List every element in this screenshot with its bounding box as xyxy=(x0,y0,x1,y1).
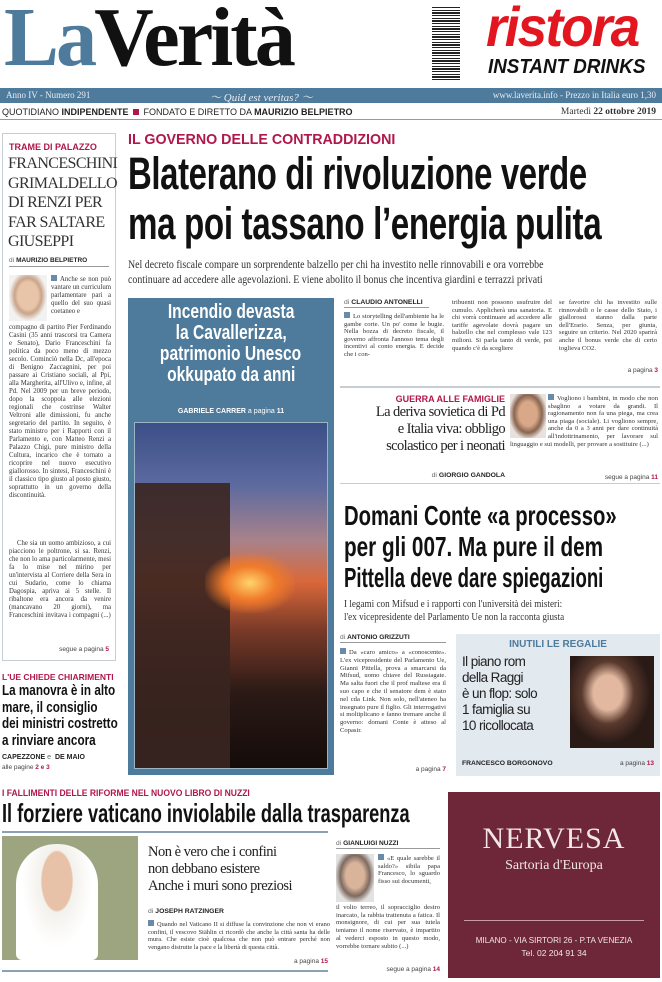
fire-author: GABRIELE CARRER xyxy=(177,408,246,415)
family-story[interactable] xyxy=(340,386,660,484)
ue-title-line: La manovra è in alto xyxy=(2,682,116,699)
ad-tagline: INSTANT DRINKS xyxy=(488,56,646,78)
fire-photo xyxy=(134,422,328,769)
byline-prefix: di xyxy=(148,908,154,915)
nuzzi-byline xyxy=(336,840,440,849)
vatican-kicker: I FALLIMENTI DELLE RIFORME NEL NUOVO LIBRO DI NUZZI xyxy=(2,788,250,799)
continue-page: 7 xyxy=(442,766,446,773)
nervesa-tagline: Sartoria d'Europa xyxy=(505,858,603,873)
fire-title xyxy=(128,302,334,386)
subbar-text-2: INDIPENDENTE xyxy=(61,107,129,117)
date-weekday: Martedì xyxy=(560,107,594,117)
fire-title-line: Incendio devasta xyxy=(167,301,295,323)
editorial-title-line: GRIMALDELLO xyxy=(8,174,117,192)
editorial-title xyxy=(8,154,117,252)
conte-title-line-3: Pittella deve dare spiegazioni xyxy=(344,562,604,593)
grizzuti-body xyxy=(340,648,446,735)
ratzinger-body xyxy=(148,920,330,951)
family-kicker: GUERRA ALLE FAMIGLIE xyxy=(395,394,505,404)
byline-name: MAURIZIO BELPIETRO xyxy=(16,257,88,264)
photo-spacer xyxy=(510,394,548,438)
ue-kicker: L'UE CHIEDE CHIARIMENTI xyxy=(2,672,114,682)
bullet-icon xyxy=(548,394,554,400)
continue-text: segue a pagina xyxy=(604,474,652,481)
bullet-icon xyxy=(51,275,57,281)
nuzzi-continue[interactable] xyxy=(362,966,440,973)
raggi-title-line: 1 famiglia su xyxy=(462,702,530,717)
fire-glow xyxy=(205,553,295,613)
byline-name: ANTONIO GRIZZUTI xyxy=(347,634,410,641)
nervesa-divider xyxy=(464,920,644,921)
nervesa-brand: NERVESA xyxy=(482,822,626,855)
ad-brand: ristora xyxy=(486,0,639,58)
masthead xyxy=(0,0,662,88)
bullet-icon xyxy=(378,854,384,860)
author-1: CAPEZZONE xyxy=(2,754,46,761)
ristora-ad[interactable] xyxy=(484,0,660,82)
raggi-title-line: Il piano rom xyxy=(462,654,526,669)
family-title-line: La deriva sovietica di Pd xyxy=(375,404,505,420)
subbar-text-3: FONDATO E DIRETTO DA xyxy=(141,107,255,117)
continue-text: segue a pagina xyxy=(59,646,106,653)
fire-page-text: a pagina xyxy=(245,408,277,415)
ue-title-line: mare, il consiglio xyxy=(2,698,98,716)
author-2: DE MAIO xyxy=(54,754,85,761)
ratzinger-continue[interactable] xyxy=(272,958,328,965)
fire-title-line: la Cavallerizza, xyxy=(175,322,287,344)
ue-title xyxy=(2,683,120,749)
byline-prefix: di xyxy=(9,257,15,264)
ratzinger-byline xyxy=(148,908,224,915)
sub-bar xyxy=(0,104,662,120)
date-value: 22 ottobre 2019 xyxy=(593,107,656,117)
byline-prefix: di xyxy=(336,840,342,847)
editorial-body: compagno di partito Pier Ferdinando Casini (35 anni trascorsi tra Camera e Senato), Dario Franceschini fa politica da poco meno di mezzo secolo. Cominciò nella Dc, all'epoca di Benigno Zaccagnini, per poi passare ai Cristiano sociali, al Ppi, alla Margherita, all'Ulivo e, infine, al Pd. Nel 2009 per un breve periodo, dopo la scoppola alle elezioni regionali che costrinse Walter Veltroni alle dimissioni, fu anche segretario del partito. In seguito, è stato ministro per i Rapporti con il Parlamento e, con Matteo Renzi a Palazzo Chigi, pure ministro della Cultura, incarico che è tornato a ricoprire nel nuovo esecutivo giallorosso. In sintesi, Franceschini è il classico tipo giusto al posto giusto, soprattutto in un governo della discontinuità. xyxy=(9,324,111,499)
antonelli-byline xyxy=(344,299,429,308)
raggi-photo xyxy=(570,656,654,748)
subbar-text-4: MAURIZIO BELPIETRO xyxy=(254,107,353,117)
motto-text: Quid est veritas? xyxy=(223,92,299,104)
antonelli-col-2: tribuenti non possono usufruire del cumulo. Applicherà una sanatoria. E chi vorrà continuare ad accedere alle tariffe agevolate dovrà pagare un balzello che nel complesso vale 123 milioni. Si parla tanto di verde, poi quando c'è da scegliere xyxy=(452,299,552,352)
body-text: Quando nel Vaticano II si diffuse la convinzione che non vi erano confini, il vescovo Stählin ci ricordò che anche la città santa ha delle mura. Che esiste cioè qualcosa che non può entrare perché non vengano distrutte la pace e la libertà di questa città. xyxy=(148,921,330,951)
nuzzi-lead xyxy=(378,854,440,886)
lead-kicker: IL GOVERNO DELLE CONTRADDIZIONI xyxy=(128,131,396,148)
lead-text: «E quale sarebbe il saldo?» sibila papa Francesco, lo sguardo fisso sui documenti, xyxy=(378,855,440,886)
pages-text: alle pagine xyxy=(2,764,36,771)
fire-page-value: 11 xyxy=(276,408,285,415)
subbar-text-1: QUOTIDIANO xyxy=(2,107,62,117)
page-text: a pagina xyxy=(620,760,647,767)
divider xyxy=(2,831,328,833)
byline-name: CLAUDIO ANTONELLI xyxy=(351,299,423,306)
pope-figure xyxy=(16,844,98,960)
conte-title-line-1: Domani Conte «a processo» xyxy=(344,500,617,531)
editorial-title-line: DI RENZI PER xyxy=(8,194,103,211)
editorial-title-line: FRANCESCHINI xyxy=(8,155,118,172)
antonelli-continue[interactable] xyxy=(628,367,658,374)
editorial-lead xyxy=(51,275,111,316)
deck-line: I legami con Mifsud e i rapporti con l'università dei misteri: xyxy=(344,598,563,610)
nervesa-ad[interactable] xyxy=(448,792,660,978)
fire-title-line: okkupato da anni xyxy=(166,364,296,386)
pages-value: 2 e 3 xyxy=(35,764,50,771)
body-text: Vogliono i bambini, in modo che non sbaglino a votare da grandi. Il ragionamento non fa una piega, ma crea una piaga (sociale). Li vogliono sempre, anche da 0 a 3 anni per dare continuità all'indottrinamento, per lavorare sul linguaggio e sui modelli, per provare a sostituire (...) xyxy=(510,395,658,448)
antonelli-article[interactable] xyxy=(340,297,660,379)
body-text: Da «caro amico» a «conoscente». L'ex vicepresidente del Parlamento Ue, Gianni Pittella, prova a smarcarsi da Mifsud, uomo chiave del Russiagate. Ma salta fuori che il prof maltese era il suo capo e che il senatore dem è stato nel cda Link. Non solo, nell'ateneo ha insegnato pure il figlio. Gli interrogativi si moltiplicano e fanno tremare anche il governo: domani Conte è atteso al Copasir. xyxy=(340,649,446,734)
continue-text: segue a pagina xyxy=(386,966,433,973)
continue-page: 14 xyxy=(432,966,440,973)
lead-title-line-1: Blaterano di rivoluzione verde xyxy=(128,148,587,199)
continue-page: 11 xyxy=(651,474,658,481)
building-shape xyxy=(135,483,230,769)
page-value: 13 xyxy=(646,760,654,767)
divider xyxy=(2,970,328,972)
bullet-icon xyxy=(340,648,346,654)
author-sep: e xyxy=(45,754,53,761)
byline-prefix: di xyxy=(344,299,350,306)
vatican-story[interactable] xyxy=(2,786,442,982)
continue-text: a pagina xyxy=(294,958,321,965)
lead-deck xyxy=(128,258,543,288)
nervesa-phone: Tel. 02 204 91 34 xyxy=(521,948,587,958)
editorial-kicker: TRAME DI PALAZZO xyxy=(9,142,97,152)
antonelli-col-1 xyxy=(344,312,444,359)
editorial-title-line: FAR SALTARE xyxy=(8,213,105,231)
continue-page: 5 xyxy=(105,646,109,653)
vatican-title: Il forziere vaticano inviolabile dalla trasparenza xyxy=(2,798,410,828)
barcode-icon xyxy=(432,6,460,80)
ue-title-line: dei ministri costretto xyxy=(2,715,118,732)
lead-story[interactable] xyxy=(128,128,660,288)
byline-name: JOSEPH RATZINGER xyxy=(155,908,224,915)
deck-line: continuare ad accedere alle agevolazioni. E viene abolito il bonus che incentiva giardini e terrazzi privati xyxy=(128,274,543,286)
byline-prefix: di xyxy=(340,634,346,641)
motto: 〜 Quid est veritas? 〜 xyxy=(210,92,313,104)
fire-story[interactable] xyxy=(128,298,334,775)
issue-number: Anno IV - Numero 291 xyxy=(6,90,91,100)
newspaper-logo[interactable] xyxy=(4,0,293,84)
nuzzi-photo xyxy=(336,854,374,902)
nuzzi-body: il volto terreo, il sopracciglio destro inarcato, la rabbia trattenuta a fatica. Il monsignore, di cui per sua tutela teniamo il nome riservato, è impartito al vederci esposto in questo modo, vorrebbe tornare subito (...) xyxy=(336,904,440,950)
fire-byline xyxy=(128,408,334,415)
family-continue[interactable] xyxy=(605,474,658,481)
square-bullet-icon xyxy=(133,109,139,115)
family-title-line: scolastico per i neonati xyxy=(386,438,505,454)
belpietro-photo xyxy=(9,275,47,321)
antonelli-col-3: se favorire chi ha investito sulle rinnovabili o le casse dello Stato, i giallorossi stanno dalla parte dell'Erario. Senza, per giunta, seguire un criterio. Nel 2020 sparirà anche il bonus verde che di certo toglieva CO2. xyxy=(559,299,657,352)
col-text: Lo storytelling dell'ambiente ha le gambe corte. Un po' come le bugie. Nella bozza di decreto fiscale, il governo affronta l'annoso tema degli incentivi al conto energia. E decide che i con- xyxy=(344,313,444,358)
raggi-title xyxy=(462,654,537,734)
ratzinger-title-line: Anche i muri sono preziosi xyxy=(148,878,293,894)
ue-authors xyxy=(2,754,85,761)
grizzuti-continue[interactable] xyxy=(416,766,446,773)
issue-bar xyxy=(0,88,662,103)
ratzinger-title xyxy=(148,844,292,895)
raggi-page[interactable] xyxy=(620,760,654,767)
lead-text: Anche se non può vantare un curriculum parlamentare pari a quello del suo quasi coetaneo e xyxy=(51,276,112,315)
lead-title-line-2: ma poi tassano l’energia pulita xyxy=(128,198,602,249)
editorial-title-line: GIUSEPPI xyxy=(8,233,74,250)
fire-title-line: patrimonio Unesco xyxy=(160,343,302,365)
byline-prefix: di xyxy=(431,472,437,479)
founder-line xyxy=(2,107,353,117)
ue-pages[interactable] xyxy=(2,764,50,771)
grizzuti-article[interactable] xyxy=(340,634,448,776)
family-title xyxy=(376,404,505,455)
grizzuti-byline xyxy=(340,634,446,643)
ue-story[interactable] xyxy=(2,672,120,776)
editorial-continue[interactable] xyxy=(59,646,109,653)
conte-story[interactable] xyxy=(344,500,660,630)
raggi-title-line: 10 ricollocata xyxy=(462,718,534,733)
deck-line: l'ex vicepresidente del Parlamento Ue non la racconta giusta xyxy=(344,611,565,623)
logo-la: La xyxy=(4,0,95,84)
nervesa-address: MILANO - VIA SIRTORI 26 - P.TA VENEZIA xyxy=(475,935,633,945)
continue-text: a pagina xyxy=(627,367,655,374)
site-price[interactable]: www.laverita.info - Prezzo in Italia euro 1,30 xyxy=(492,90,656,100)
raggi-title-line: è un flop: solo xyxy=(462,686,538,701)
byline-name: GIORGIO GANDOLA xyxy=(438,472,505,479)
raggi-title-line: della Raggi xyxy=(462,670,523,685)
editorial-body-2: Che sia un uomo ambizioso, a cui piacciono le poltrone, si sa. Renzi, che non lo ama particolarmente, mesi fa lo mise nel mirino per un'intervista al Corriere della Sera in cui Sudario, come lo chiama Dagospia, apriva ai 5 stelle. Il ribaltone era ancora da venire (mancavano 20 giorni), ma Franceschini invitava i compagni (...) xyxy=(9,540,111,619)
continue-page: 3 xyxy=(654,367,658,374)
date xyxy=(561,107,656,117)
continue-page: 15 xyxy=(320,958,328,965)
raggi-author: FRANCESCO BORGONOVO xyxy=(462,760,553,767)
conte-title-line-2: per gli 007. Ma pure il dem xyxy=(344,531,604,562)
family-body xyxy=(510,394,658,448)
editorial-byline xyxy=(9,257,109,267)
bullet-icon xyxy=(148,920,154,926)
deck-line: Nel decreto fiscale compare un sorprendente balzello per chi ha investito nelle rinnovabili e ora vorrebbe xyxy=(128,259,544,271)
conte-deck xyxy=(344,598,564,624)
ratzinger-photo xyxy=(2,836,138,960)
family-title-line: e Italia viva: obbligo xyxy=(397,421,505,437)
byline-name: GIANLUIGI NUZZI xyxy=(343,840,399,847)
continue-text: a pagina xyxy=(415,766,443,773)
logo-verita: Verità xyxy=(94,0,293,84)
ratzinger-title-line: non debbano esistere xyxy=(148,861,260,877)
ue-title-line: a rinviare ancora xyxy=(2,731,96,749)
raggi-kicker: INUTILI LE REGALIE xyxy=(509,639,607,650)
bullet-icon xyxy=(344,312,350,318)
ratzinger-title-line: Non è vero che i confini xyxy=(148,844,277,860)
family-byline xyxy=(432,472,505,479)
raggi-story[interactable] xyxy=(456,634,660,776)
editorial-box[interactable] xyxy=(2,133,116,661)
